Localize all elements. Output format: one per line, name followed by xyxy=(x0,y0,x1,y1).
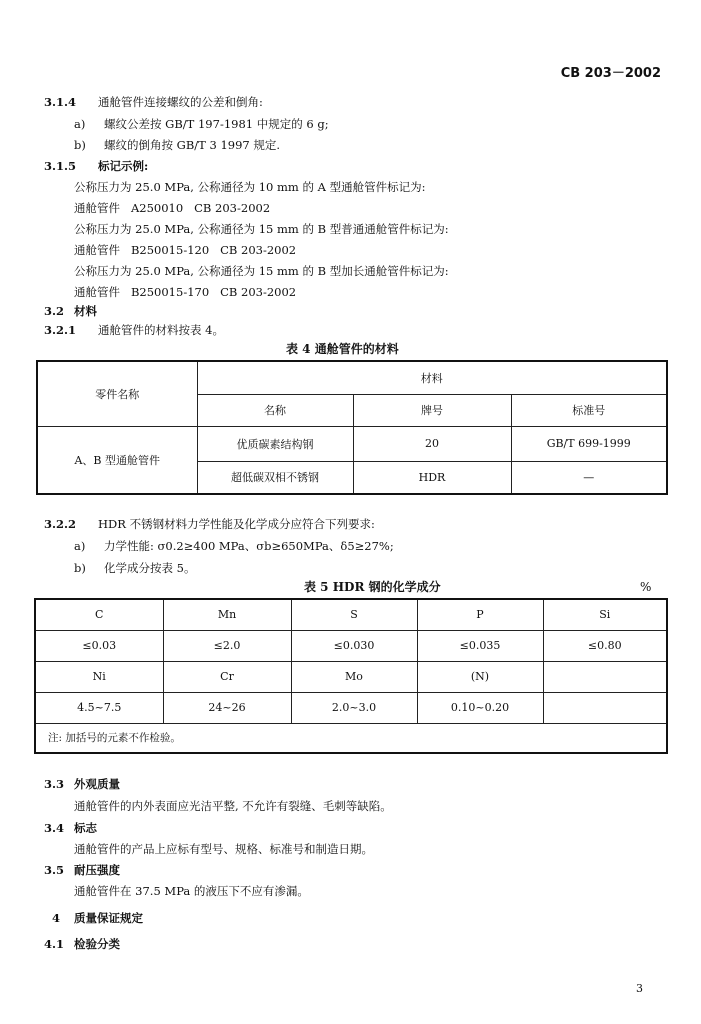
mechanical-properties-text: 力学性能: σ0.2≥400 MPa、σb≥650MPa、δ5≥27%; xyxy=(104,539,394,553)
chemical-composition-text: 化学成分按表 5。 xyxy=(104,561,196,575)
element-header: Ni xyxy=(35,661,163,692)
element-value: 0.10~0.20 xyxy=(417,692,543,723)
section-3-2-2-text: HDR 不锈钢材料力学性能及化学成分应符合下列要求: xyxy=(98,517,375,531)
section-3-2-1-number: 3.2.1 xyxy=(44,323,77,337)
element-value: ≤0.030 xyxy=(291,630,417,661)
section-3-4-text: 通舱管件的产品上应标有型号、规格、标准号和制造日期。 xyxy=(74,842,373,856)
marking-example-line: 通舱管件 B250015-170 CB 203-2002 xyxy=(74,285,297,299)
section-3-4-title: 标志 xyxy=(74,821,97,835)
table-row xyxy=(35,661,667,692)
section-3-2-2-number: 3.2.2 xyxy=(44,517,77,531)
marking-example-line: 公称压力为 25.0 MPa, 公称通径为 15 mm 的 B 型加长通舱管件标记为: xyxy=(74,264,449,278)
table-5-unit: % xyxy=(640,580,652,594)
element-header-empty xyxy=(543,661,667,692)
part-name-cell: A、B 型通舱管件 xyxy=(37,426,197,494)
section-3-1-5-number: 3.1.5 xyxy=(44,159,77,173)
element-value: 2.0~3.0 xyxy=(291,692,417,723)
section-3-3-title: 外观质量 xyxy=(74,777,120,791)
header-grade: 牌号 xyxy=(353,394,511,426)
table-4-caption: 表 4 通舱管件的材料 xyxy=(286,342,399,356)
element-value: ≤2.0 xyxy=(163,630,291,661)
material-grade-cell: 20 xyxy=(353,426,511,461)
section-3-1-4-title: 通舱管件连接螺纹的公差和倒角: xyxy=(98,95,263,109)
table-row xyxy=(35,723,667,753)
table-row xyxy=(35,599,667,630)
item-b-text: 螺纹的倒角按 GB/T 3 1997 规定. xyxy=(104,138,281,152)
marking-example-line: 通舱管件 B250015-120 CB 203-2002 xyxy=(74,243,297,257)
section-3-2-number: 3.2 xyxy=(44,304,65,318)
material-standard-cell: GB/T 699-1999 xyxy=(511,426,667,461)
header-standard: 标准号 xyxy=(511,394,667,426)
section-3-3-text: 通舱管件的内外表面应光洁平整, 不允许有裂缝、毛刺等缺陷。 xyxy=(74,799,392,813)
element-value: ≤0.035 xyxy=(417,630,543,661)
material-name-cell: 优质碳素结构钢 xyxy=(197,426,353,461)
header-name: 名称 xyxy=(197,394,353,426)
table-row xyxy=(35,630,667,661)
section-4-title: 质量保证规定 xyxy=(74,911,143,925)
table-row xyxy=(37,426,667,461)
section-3-2-title: 材料 xyxy=(74,304,97,318)
header-material: 材料 xyxy=(197,361,667,394)
marking-example-line: 通舱管件 A250010 CB 203-2002 xyxy=(74,201,271,215)
element-header: Cr xyxy=(163,661,291,692)
section-4-number: 4 xyxy=(52,911,61,925)
element-value: ≤0.80 xyxy=(543,630,667,661)
material-standard-cell: — xyxy=(511,461,667,494)
item-b-label: b) xyxy=(74,138,86,152)
element-header: (N) xyxy=(417,661,543,692)
item-a-text: 螺纹公差按 GB/T 197-1981 中规定的 6 g; xyxy=(104,117,329,131)
table-5-note: 注: 加括号的元素不作检验。 xyxy=(35,723,667,753)
section-4-1-title: 检验分类 xyxy=(74,937,120,951)
table-5-chemical-composition xyxy=(34,598,668,754)
section-4-1-number: 4.1 xyxy=(44,937,65,951)
material-name-cell: 超低碳双相不锈钢 xyxy=(197,461,353,494)
item-a-label: a) xyxy=(74,117,86,131)
table-row xyxy=(35,692,667,723)
item-b-label: b) xyxy=(74,561,86,575)
element-value: 4.5~7.5 xyxy=(35,692,163,723)
element-value: ≤0.03 xyxy=(35,630,163,661)
section-3-3-number: 3.3 xyxy=(44,777,65,791)
marking-example-line: 公称压力为 25.0 MPa, 公称通径为 15 mm 的 B 型普通通舱管件标记为: xyxy=(74,222,449,236)
material-grade-cell: HDR xyxy=(353,461,511,494)
table-4-materials xyxy=(36,360,668,495)
page-number: 3 xyxy=(636,982,643,995)
element-header: P xyxy=(417,599,543,630)
section-3-5-number: 3.5 xyxy=(44,863,65,877)
element-header: C xyxy=(35,599,163,630)
item-a-label: a) xyxy=(74,539,86,553)
element-header: Si xyxy=(543,599,667,630)
section-3-4-number: 3.4 xyxy=(44,821,65,835)
element-value-empty xyxy=(543,692,667,723)
standard-code: CB 203－2002 xyxy=(560,66,661,81)
element-header: Mn xyxy=(163,599,291,630)
marking-example-line: 公称压力为 25.0 MPa, 公称通径为 10 mm 的 A 型通舱管件标记为: xyxy=(74,180,426,194)
element-header: Mo xyxy=(291,661,417,692)
section-3-1-5-title: 标记示例: xyxy=(98,159,149,173)
element-value: 24~26 xyxy=(163,692,291,723)
element-header: S xyxy=(291,599,417,630)
section-3-5-title: 耐压强度 xyxy=(74,863,120,877)
section-3-2-1-text: 通舱管件的材料按表 4。 xyxy=(98,323,224,337)
section-3-1-4-number: 3.1.4 xyxy=(44,95,77,109)
section-3-5-text: 通舱管件在 37.5 MPa 的液压下不应有渗漏。 xyxy=(74,884,309,898)
table-5-caption: 表 5 HDR 钢的化学成分 xyxy=(304,580,441,594)
header-part-name: 零件名称 xyxy=(37,361,197,426)
